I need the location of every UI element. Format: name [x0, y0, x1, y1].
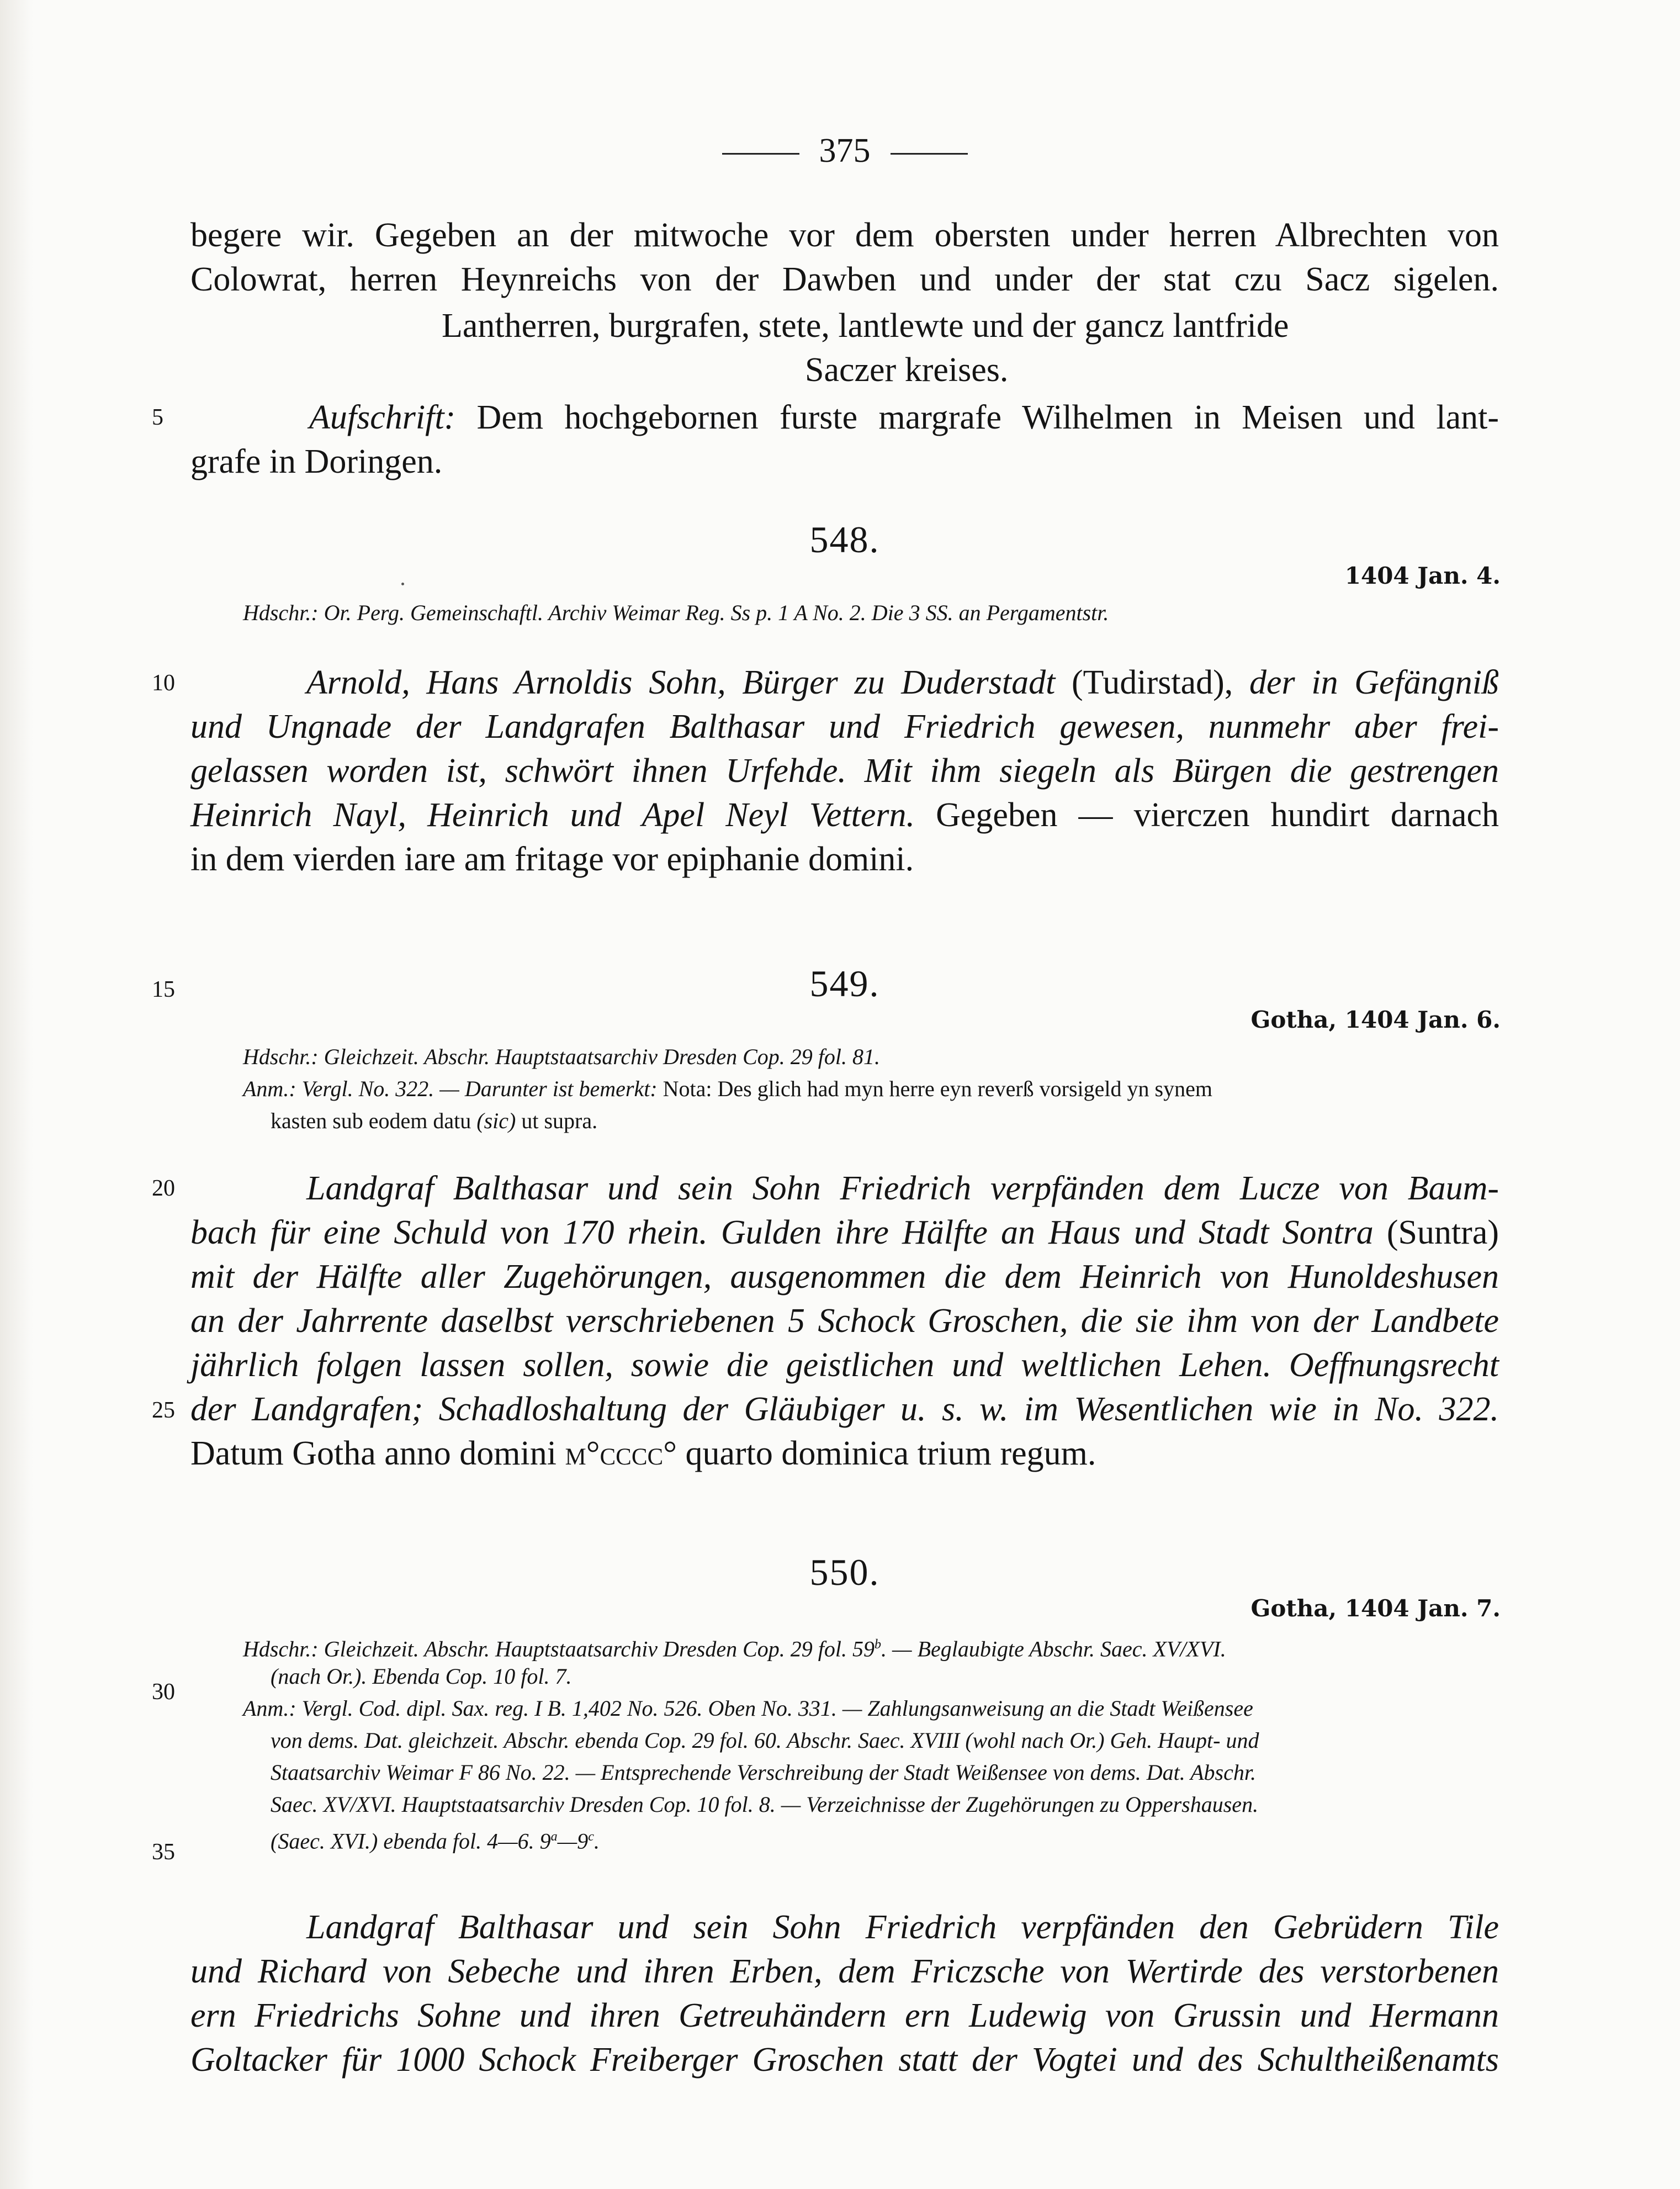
entry-550-line-1: Landgraf Balthasar und sein Sohn Friedrich verpfänden den Gebrüdern Tile: [306, 1908, 1499, 1946]
entry-548-date: 1404 Jan. 4.: [1344, 562, 1501, 589]
signature-line-2: Saczer kreises.: [805, 351, 1009, 389]
entry-549-line-2: bach für eine Schuld von 170 rhein. Gulden ihre Hälfte an Haus und Stadt Sontra (Suntra): [190, 1214, 1499, 1251]
rule-left: [722, 153, 799, 155]
entry-549-line-5: jährlich folgen lassen sollen, sowie die geistlichen und weltlichen Lehen. Oeffnungsrecht: [190, 1346, 1499, 1384]
line-number-15: 15: [152, 977, 175, 1002]
entry-550-source-note: Hdschr.: Gleichzeit. Abschr. Hauptstaatsarchiv Dresden Cop. 29 fol. 59$^b$. — Beglaubigte Abschr. Saec. XV/XVI.: [243, 1636, 1226, 1662]
intro-line-1: begere wir. Gegeben an der mitwoche vor dem obersten under herren Albrechten von: [190, 216, 1499, 254]
entry-550-remark-3: Staatsarchiv Weimar F 86 No. 22. — Entsprechende Verschreibung der Stadt Weißensee von dems. Dat. Abschr.: [271, 1760, 1256, 1785]
entry-548-line-3: gelassen worden ist, schwört ihnen Urfehde. Mit ihm siegeln als Bürgen die gestrengen: [190, 752, 1499, 790]
entry-549-remark-2: kasten sub eodem datu (sic) ut supra.: [271, 1108, 598, 1133]
entry-548-line-1: Arnold, Hans Arnoldis Sohn, Bürger zu Duderstadt (Tudirstad), der in Gefängniß: [306, 664, 1499, 701]
entry-549-line-7: Datum Gotha anno domini m°cccc° quarto dominica trium regum.: [190, 1435, 1096, 1472]
entry-550-date: Gotha, 1404 Jan. 7.: [1250, 1595, 1501, 1622]
page-number: 375: [696, 131, 994, 171]
entry-550-source-note-2: (nach Or.). Ebenda Cop. 10 fol. 7.: [271, 1664, 572, 1689]
entry-549-line-4: an der Jahrrente daselbst verschriebenen 5 Schock Groschen, die sie ihm von der Landbete: [190, 1302, 1499, 1340]
line-number-35: 35: [152, 1839, 175, 1865]
line-number-25: 25: [152, 1398, 175, 1423]
entry-550-remark-4: Saec. XV/XVI. Hauptstaatsarchiv Dresden Cop. 10 fol. 8. — Verzeichnisse der Zugehörungen zu Oppershausen.: [271, 1792, 1259, 1817]
entry-550-line-4: Goltacker für 1000 Schock Freiberger Groschen statt der Vogtei und des Schultheißenamts: [190, 2041, 1499, 2079]
line-number-20: 20: [152, 1176, 175, 1201]
line-number-10: 10: [152, 670, 175, 696]
entry-549-line-3: mit der Hälfte aller Zugehörungen, ausgenommen die dem Heinrich von Hunoldeshusen: [190, 1258, 1499, 1296]
entry-550-remark-5: (Saec. XVI.) ebenda fol. 4—6. 9$^a$—9$^c$.: [271, 1828, 600, 1854]
intro-line-2: Colowrat, herren Heynreichs von der Dawben und under der stat czu Sacz sigelen.: [190, 261, 1499, 298]
rule-right: [891, 153, 968, 155]
address-text: Dem hochgebornen furste margrafe Wilhelmen in Meisen und lant-: [476, 399, 1499, 436]
address-label: Aufschrift:: [309, 399, 456, 436]
entry-548-source-note: Hdschr.: Or. Perg. Gemeinschaftl. Archiv Weimar Reg. Ss p. 1 A No. 2. Die 3 SS. an Pergamentstr.: [243, 600, 1109, 625]
entry-548-line-2: und Ungnade der Landgrafen Balthasar und Friedrich gewesen, nunmehr aber frei-: [190, 708, 1499, 745]
entry-549-remark: Anm.: Vergl. No. 322. — Darunter ist bemerkt: Nota: Des glich had myn herre eyn reverß vorsigeld yn synem: [243, 1076, 1212, 1101]
entry-550-remark-1: Anm.: Vergl. Cod. dipl. Sax. reg. I B. 1,402 No. 526. Oben No. 331. — Zahlungsanweisung an die Stadt Weißensee: [243, 1696, 1253, 1721]
entry-548-line-4: Heinrich Nayl, Heinrich und Apel Neyl Vettern. Gegeben — vierczen hundirt darnach: [190, 796, 1499, 834]
address-line: [309, 395, 1499, 440]
entry-549-source-note: Hdschr.: Gleichzeit. Abschr. Hauptstaatsarchiv Dresden Cop. 29 fol. 81.: [243, 1044, 881, 1069]
entry-550-line-3: ern Friedrichs Sohne und ihren Getreuhändern ern Ludewig von Grussin und Hermann: [190, 1997, 1499, 2034]
address-line-2: grafe in Doringen.: [190, 443, 443, 480]
signature-line-1: Lantherren, burgrafen, stete, lantlewte und der gancz lantfride: [442, 307, 1289, 345]
entry-550-number: 550.: [809, 1551, 880, 1593]
entry-548-line-5: in dem vierden iare am fritage vor epiphanie domini.: [190, 840, 914, 878]
entry-549-date: Gotha, 1404 Jan. 6.: [1250, 1006, 1501, 1033]
entry-549-line-6: der Landgrafen; Schadloshaltung der Gläubiger u. s. w. im Wesentlichen wie in No. 322.: [190, 1390, 1499, 1428]
entry-549-number: 549.: [809, 963, 880, 1004]
line-number-5: 5: [152, 405, 163, 430]
entry-549-line-1: Landgraf Balthasar und sein Sohn Friedrich verpfänden dem Lucze von Baum-: [306, 1170, 1499, 1207]
entry-550-remark-2: von dems. Dat. gleichzeit. Abschr. ebenda Cop. 29 fol. 60. Abschr. Saec. XVIII (wohl nach Or.) Geh. Haupt- und: [271, 1728, 1259, 1753]
print-speck: [401, 583, 404, 585]
entry-550-line-2: und Richard von Sebeche und ihren Erben, dem Friczsche von Wertirde des verstorbenen: [190, 1953, 1499, 1990]
page-edge-shadow: [0, 0, 33, 2189]
line-number-30: 30: [152, 1679, 175, 1705]
entry-548-number: 548.: [809, 519, 880, 561]
